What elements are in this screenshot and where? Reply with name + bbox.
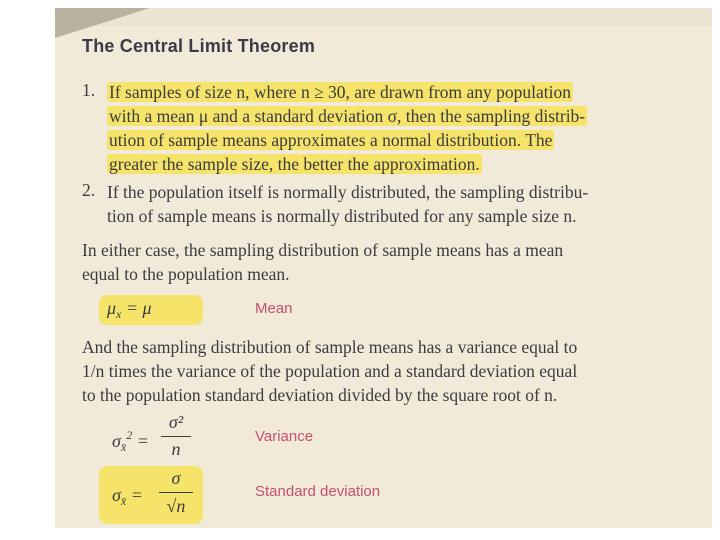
page-top-band [55, 8, 712, 26]
stddev-numerator: σ [171, 468, 181, 488]
para2-line2: 1/n times the variance of the population and a standard deviation equal [82, 361, 578, 381]
mean-formula: $\mu_x = \mu$ [107, 298, 152, 321]
item2-line1: If the population itself is normally distributed, the sampling distribu- [107, 182, 589, 202]
item2-number: 2. [82, 180, 96, 200]
corner-decoration [55, 8, 150, 38]
item1-line3: ution of sample means approximates a normal distribution. The [109, 130, 553, 150]
mean-label: Mean [255, 300, 293, 317]
item2-line2: tion of sample means is normally distributed for any sample size n. [107, 206, 577, 226]
item1-line2: with a mean μ and a standard deviation σ, then the sampling distrib- [109, 106, 586, 126]
stddev-formula: $\sigma_{x̄}$ = [112, 485, 143, 508]
page-title: The Central Limit Theorem [82, 36, 316, 56]
stddev-denominator: √n [166, 496, 186, 516]
para1-line2: equal to the population mean. [82, 264, 290, 284]
textbook-page [55, 8, 712, 528]
variance-formula: $\sigma_{x̄}^2$ = [112, 428, 149, 454]
para2-line1: And the sampling distribution of sample means has a variance equal to [82, 337, 578, 357]
para2-line3: to the population standard deviation divided by the square root of n. [82, 385, 558, 405]
variance-label: Variance [255, 428, 314, 445]
para1-line1: In either case, the sampling distribution of sample means has a mean [82, 240, 564, 260]
variance-denominator: n [171, 439, 181, 459]
stddev-fraction-bar [159, 492, 193, 493]
variance-fraction-bar [161, 436, 191, 437]
item1-line4: greater the sample size, the better the approximation. [109, 154, 480, 174]
variance-numerator: σ² [168, 412, 184, 432]
item1-number: 1. [82, 80, 96, 100]
item1-line1: If samples of size n, where n ≥ 30, are drawn from any population [109, 82, 572, 102]
stddev-label: Standard deviation [255, 483, 381, 500]
